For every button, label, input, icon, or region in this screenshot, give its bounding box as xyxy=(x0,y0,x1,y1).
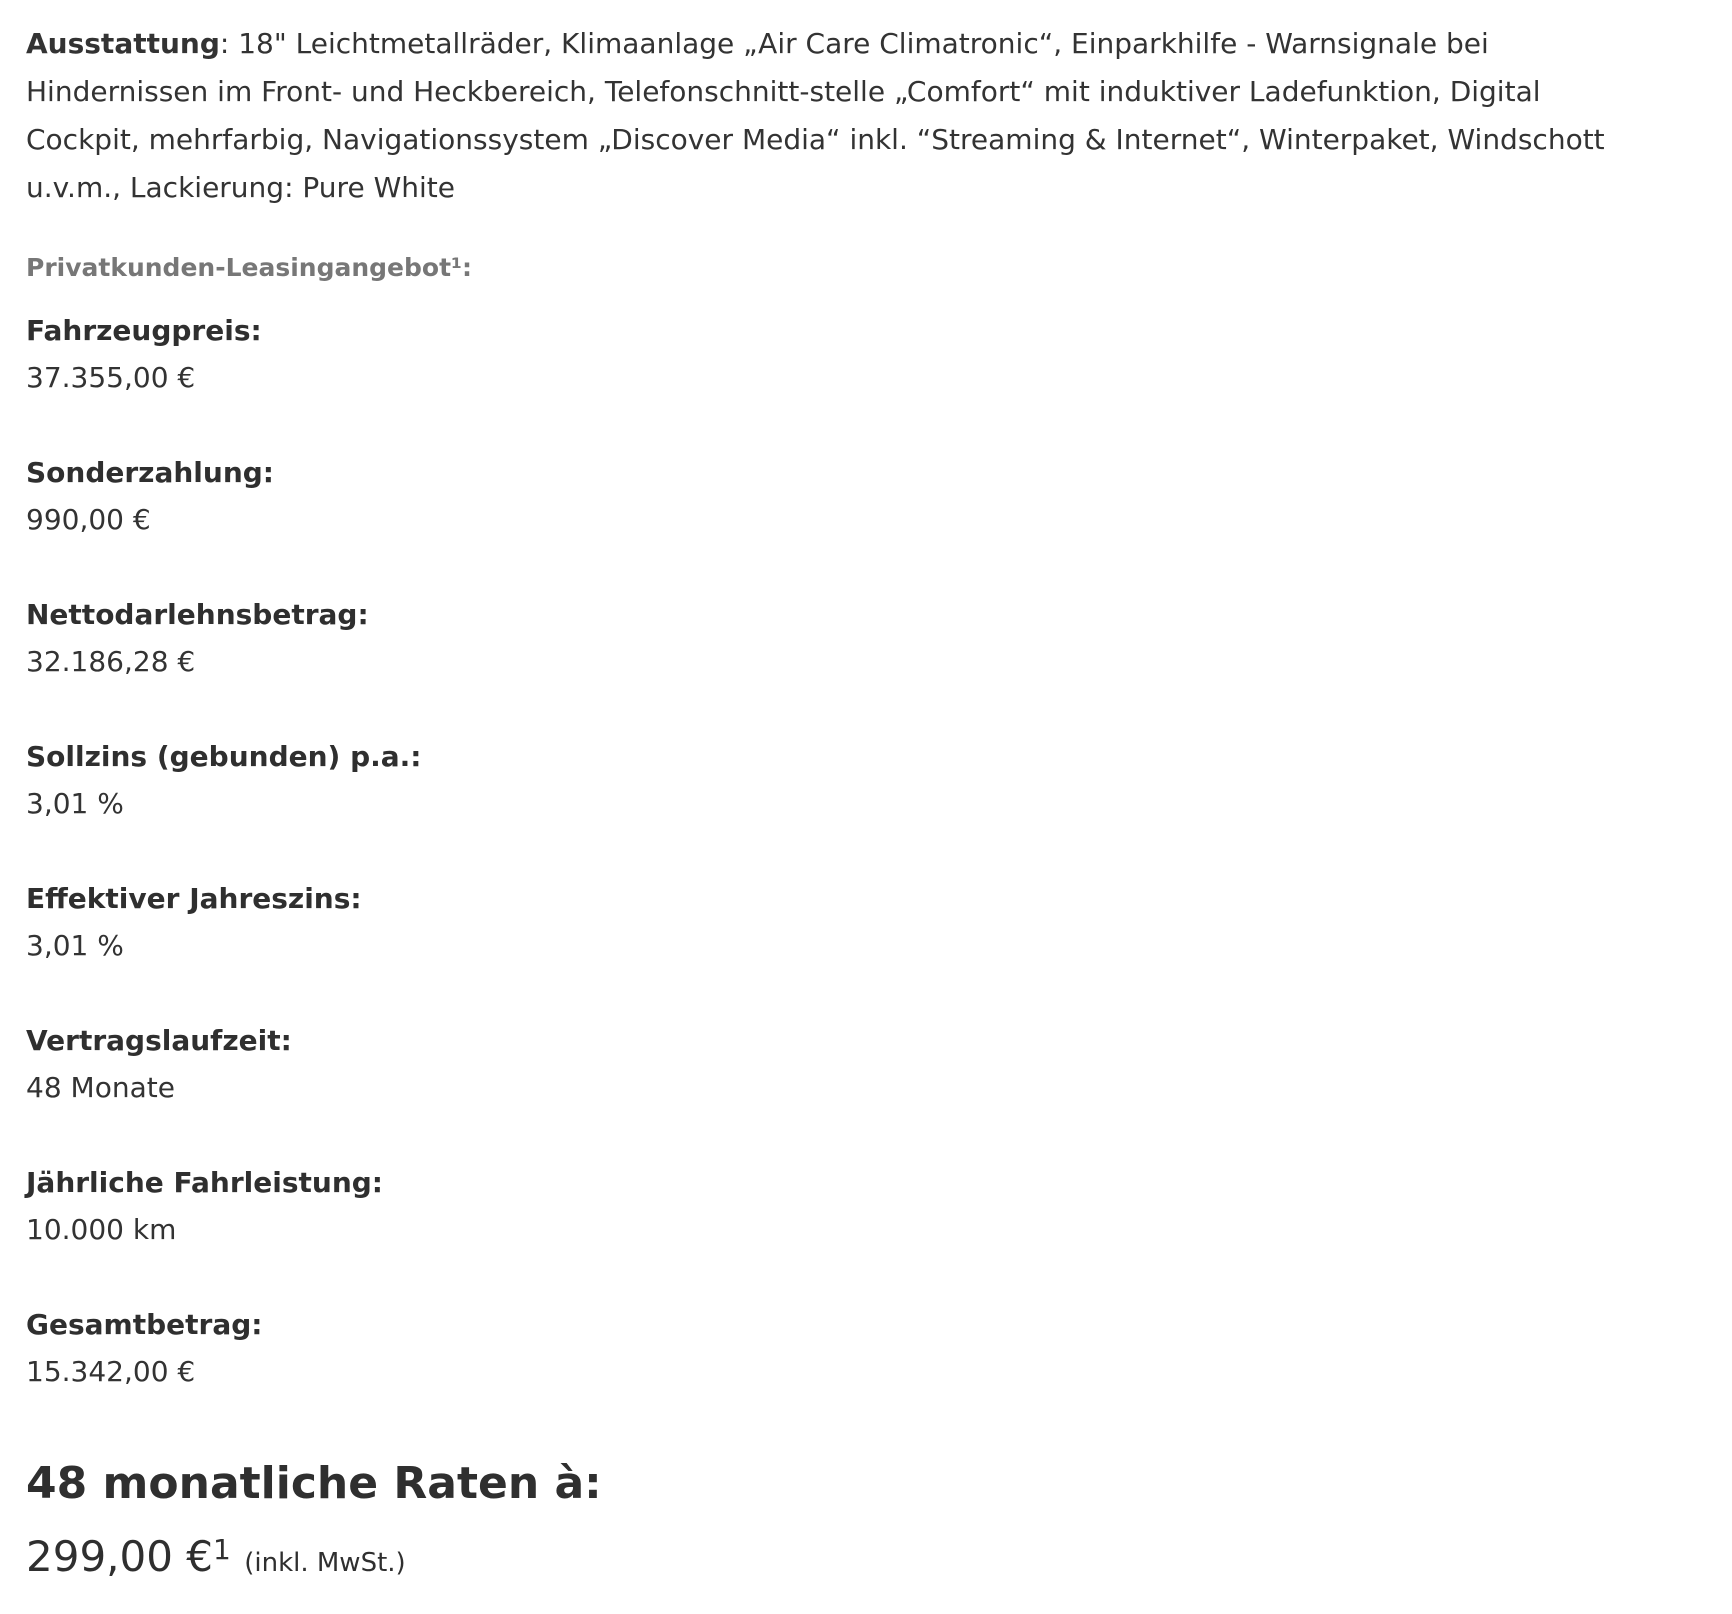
field-total-amount xyxy=(26,1302,1654,1396)
field-down-payment xyxy=(26,450,1654,544)
footnote-marker: 1 xyxy=(213,1533,231,1566)
field-annual-mileage xyxy=(26,1160,1654,1254)
field-label: Gesamtbetrag: xyxy=(26,1308,263,1341)
field-value: 10.000 km xyxy=(26,1213,177,1246)
field-value: 32.186,28 € xyxy=(26,645,196,678)
field-value: 15.342,00 € xyxy=(26,1355,196,1388)
field-label: Sollzins (gebunden) p.a.: xyxy=(26,740,422,773)
equipment-text: : 18" Leichtmetallräder, Klimaanlage „Air Care Climatronic“, Einparkhilfe - Warnsignale bei Hindernissen im Front- und Heckbereich, Telefonschnitt-stelle „Comfort“ mit induktiver Ladefunktion, Digital Cockpit, mehrfarbig, Navigationssystem „Discover Media“ inkl. “Streaming & Internet“, Winterpaket, Windschott u.v.m., Lackierung: Pure White xyxy=(26,27,1605,204)
offer-heading: Privatkunden-Leasingangebot¹: xyxy=(26,253,472,282)
field-net-loan-amount xyxy=(26,592,1654,686)
field-value: 3,01 % xyxy=(26,787,124,820)
monthly-rate-heading: 48 monatliche Raten à: xyxy=(26,1458,602,1509)
monthly-rate-value xyxy=(26,1526,1654,1594)
field-label: Vertragslaufzeit: xyxy=(26,1024,292,1057)
field-vehicle-price xyxy=(26,308,1654,402)
field-value: 37.355,00 € xyxy=(26,361,196,394)
field-label: Fahrzeugpreis: xyxy=(26,314,262,347)
field-label: Jährliche Fahrleistung: xyxy=(26,1166,383,1199)
equipment-label: Ausstattung xyxy=(26,27,220,60)
equipment-paragraph xyxy=(26,20,1654,212)
field-value: 3,01 % xyxy=(26,929,124,962)
monthly-rate-amount: 299,00 € xyxy=(26,1532,214,1581)
field-borrowing-rate xyxy=(26,734,1654,828)
field-label: Nettodarlehnsbetrag: xyxy=(26,598,369,631)
field-label: Sonderzahlung: xyxy=(26,456,275,489)
field-contract-term xyxy=(26,1018,1654,1112)
vat-note: (inkl. MwSt.) xyxy=(244,1548,406,1578)
field-label: Effektiver Jahreszins: xyxy=(26,882,362,915)
field-value: 48 Monate xyxy=(26,1071,175,1104)
field-effective-annual-rate xyxy=(26,876,1654,970)
field-value: 990,00 € xyxy=(26,503,151,536)
